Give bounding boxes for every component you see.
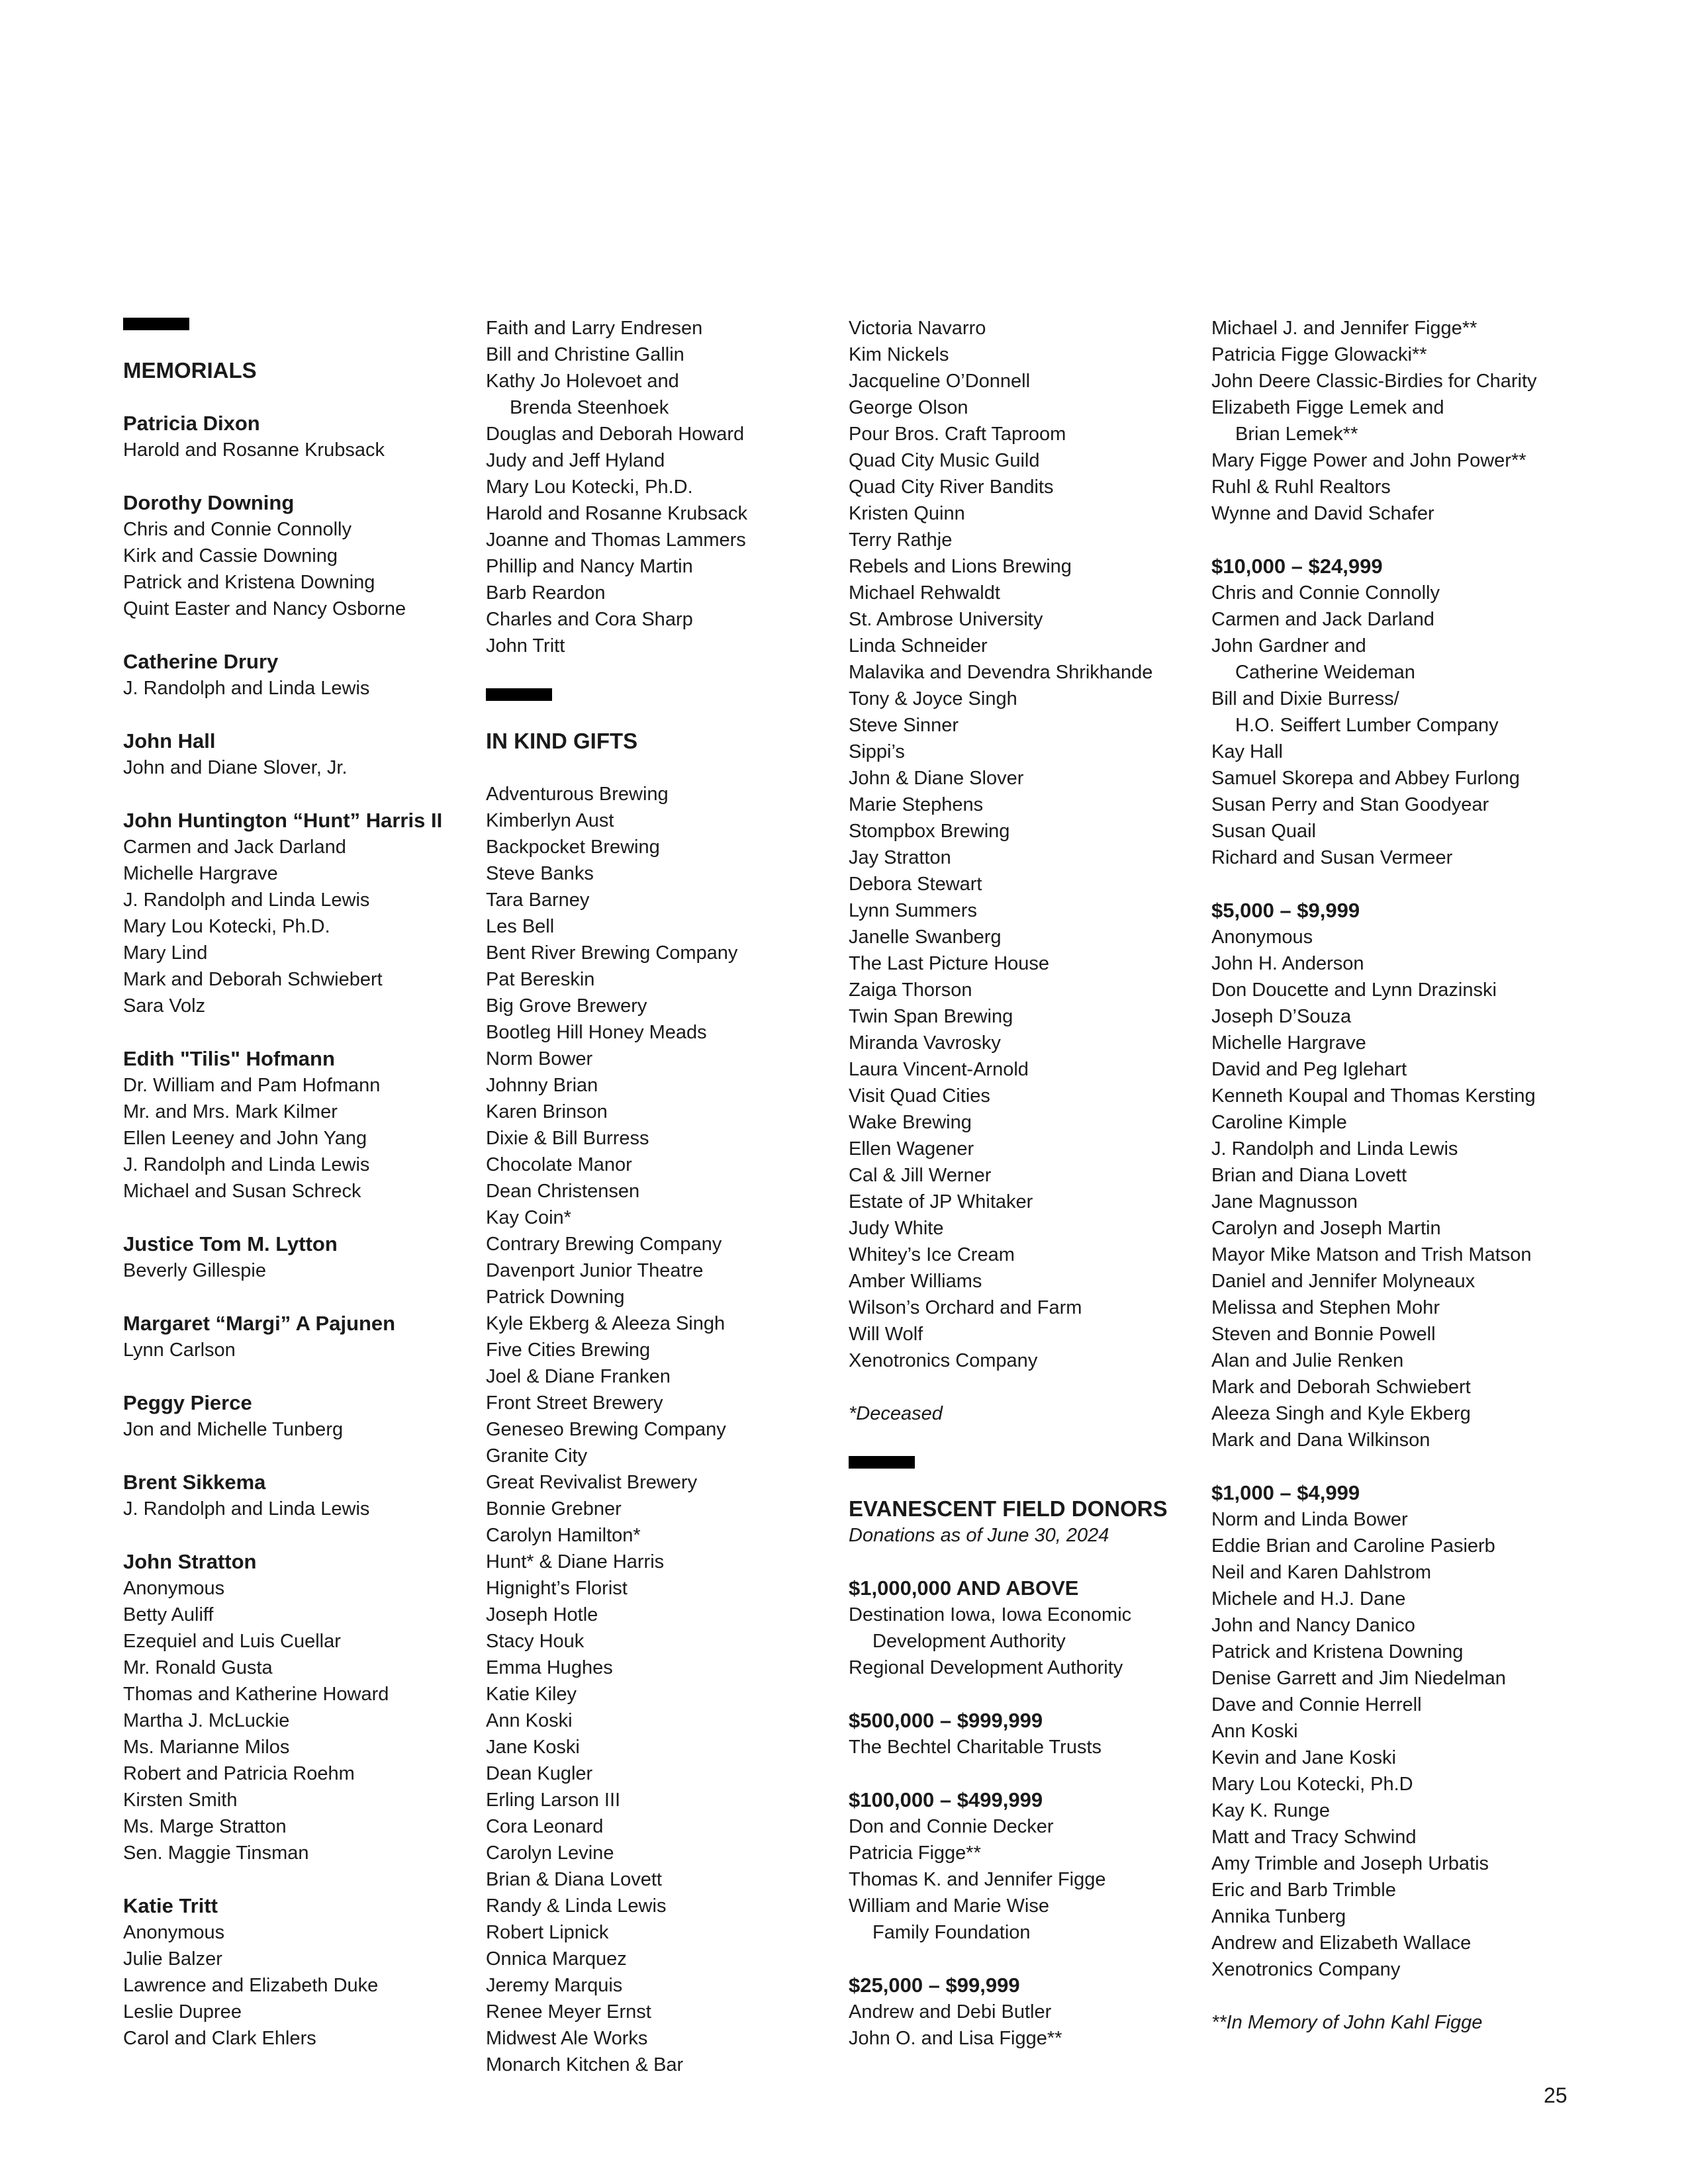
- list-item: Beverly Gillespie: [123, 1260, 266, 1281]
- list-item: Victoria Navarro: [849, 318, 986, 339]
- list-item: Kathy Jo Holevoet and: [486, 371, 679, 392]
- list-item: Tara Barney: [486, 889, 590, 911]
- list-item: Charles and Cora Sharp: [486, 609, 693, 630]
- list-item: Kirk and Cassie Downing: [123, 545, 338, 567]
- list-item: Renee Meyer Ernst: [486, 2001, 651, 2023]
- donor-tiers-column: [1211, 315, 1569, 2036]
- list-item: Quad City River Bandits: [849, 477, 1054, 498]
- group-heading: Katie Tritt: [123, 1894, 218, 1917]
- group-heading: John Hall: [123, 729, 216, 752]
- page-number: 25: [1544, 2083, 1568, 2107]
- list-item: Anonymous: [1211, 927, 1313, 948]
- list-item: Mark and Deborah Schwiebert: [123, 969, 383, 990]
- list-item: Bill and Dixie Burress/: [1211, 688, 1399, 709]
- field-donors-column: [849, 315, 1206, 2052]
- list-item: Daniel and Jennifer Molyneaux: [1211, 1271, 1476, 1292]
- list-item: John and Nancy Danico: [1211, 1615, 1415, 1636]
- list-item: Eddie Brian and Caroline Pasierb: [1211, 1535, 1495, 1557]
- list-item: Jane Magnusson: [1211, 1191, 1358, 1212]
- list-item: Andrew and Elizabeth Wallace: [1211, 1933, 1472, 1954]
- memory-note: **In Memory of John Kahl Figge: [1211, 2012, 1483, 2033]
- list-item: Lynn Carlson: [123, 1340, 236, 1361]
- list-item: Robert and Patricia Roehm: [123, 1763, 355, 1784]
- list-item: Ruhl & Ruhl Realtors: [1211, 477, 1391, 498]
- list-item: Patrick Downing: [486, 1287, 625, 1308]
- list-item: Ezequiel and Luis Cuellar: [123, 1631, 341, 1652]
- list-item: Judy and Jeff Hyland: [486, 450, 665, 471]
- list-item: Pour Bros. Craft Taproom: [849, 424, 1066, 445]
- list-item: Les Bell: [486, 916, 555, 937]
- spacer: [849, 1946, 1206, 1972]
- list-item: Ellen Leeney and John Yang: [123, 1128, 367, 1149]
- list-item: Martha J. McLuckie: [123, 1710, 290, 1731]
- list-item: Stacy Houk: [486, 1631, 585, 1652]
- list-item: Patricia Figge Glowacki**: [1211, 344, 1427, 365]
- spacer: [123, 702, 481, 728]
- list-item: Backpocket Brewing: [486, 837, 660, 858]
- list-item: Patrick and Kristena Downing: [1211, 1641, 1464, 1662]
- spacer: [123, 622, 481, 649]
- list-item: Lawrence and Elizabeth Duke: [123, 1975, 379, 1996]
- list-item: Denise Garrett and Jim Niedelman: [1211, 1668, 1506, 1689]
- spacer: [849, 1427, 1206, 1453]
- list-item: Visit Quad Cities: [849, 1085, 990, 1107]
- list-item: Samuel Skorepa and Abbey Furlong: [1211, 768, 1520, 789]
- list-item: Jacqueline O’Donnell: [849, 371, 1031, 392]
- list-item: Michael J. and Jennifer Figge**: [1211, 318, 1477, 339]
- list-item: Aleeza Singh and Kyle Ekberg: [1211, 1403, 1471, 1424]
- section-title: IN KIND GIFTS: [486, 729, 638, 753]
- group-heading: Margaret “Margi” A Pajunen: [123, 1312, 396, 1335]
- list-item: Great Revivalist Brewery: [486, 1472, 698, 1493]
- list-item: Patricia Figge**: [849, 1843, 981, 1864]
- list-item: Chris and Connie Connolly: [1211, 582, 1440, 604]
- list-item: Carmen and Jack Darland: [123, 837, 346, 858]
- list-item: Malavika and Devendra Shrikhande: [849, 662, 1153, 683]
- list-item: Barb Reardon: [486, 582, 606, 604]
- section-title: EVANESCENT FIELD DONORS: [849, 1496, 1168, 1521]
- list-item: Erling Larson III: [486, 1790, 621, 1811]
- list-item: Mary Lou Kotecki, Ph.D: [1211, 1774, 1413, 1795]
- group-heading: $1,000,000 AND ABOVE: [849, 1576, 1079, 1600]
- list-item: Richard and Susan Vermeer: [1211, 847, 1453, 868]
- list-item: Kim Nickels: [849, 344, 949, 365]
- list-item: Randy & Linda Lewis: [486, 1895, 667, 1917]
- list-item: Emma Hughes: [486, 1657, 613, 1678]
- list-item: Five Cities Brewing: [486, 1340, 651, 1361]
- list-item: Bent River Brewing Company: [486, 942, 738, 964]
- spacer: [849, 1681, 1206, 1707]
- list-item: Jane Koski: [486, 1737, 580, 1758]
- list-item: Amy Trimble and Joseph Urbatis: [1211, 1853, 1489, 1874]
- list-item: Brian and Diana Lovett: [1211, 1165, 1407, 1186]
- list-item: Patrick and Kristena Downing: [123, 572, 375, 593]
- list-item: H.O. Seiffert Lumber Company: [1235, 715, 1499, 736]
- spacer: [849, 1760, 1206, 1787]
- list-item: Faith and Larry Endresen: [486, 318, 703, 339]
- list-item: Destination Iowa, Iowa Economic: [849, 1604, 1132, 1625]
- list-item: Ellen Wagener: [849, 1138, 974, 1160]
- list-item: Monarch Kitchen & Bar: [486, 2054, 684, 2075]
- list-item: The Last Picture House: [849, 953, 1050, 974]
- spacer: [1211, 871, 1569, 897]
- list-item: Michele and H.J. Dane: [1211, 1588, 1406, 1610]
- list-item: Lynn Summers: [849, 900, 977, 921]
- list-item: Cal & Jill Werner: [849, 1165, 992, 1186]
- list-item: Debora Stewart: [849, 874, 982, 895]
- list-item: Brenda Steenhoek: [510, 397, 669, 418]
- list-item: Neil and Karen Dahlstrom: [1211, 1562, 1432, 1583]
- list-item: Mr. and Mrs. Mark Kilmer: [123, 1101, 338, 1122]
- list-item: Steve Banks: [486, 863, 594, 884]
- list-item: Mary Lind: [123, 942, 208, 964]
- list-item: John H. Anderson: [1211, 953, 1364, 974]
- list-item: J. Randolph and Linda Lewis: [123, 889, 370, 911]
- spacer: [849, 1374, 1206, 1400]
- list-item: Brian & Diana Lovett: [486, 1869, 662, 1890]
- list-item: Norm Bower: [486, 1048, 593, 1069]
- list-item: Contrary Brewing Company: [486, 1234, 722, 1255]
- list-item: Judy White: [849, 1218, 944, 1239]
- list-item: Susan Quail: [1211, 821, 1316, 842]
- list-item: Kirsten Smith: [123, 1790, 238, 1811]
- list-item: Ms. Marianne Milos: [123, 1737, 290, 1758]
- list-item: Douglas and Deborah Howard: [486, 424, 745, 445]
- group-heading: John Stratton: [123, 1550, 257, 1573]
- spacer: [123, 384, 481, 410]
- list-item: Steve Sinner: [849, 715, 959, 736]
- list-item: George Olson: [849, 397, 968, 418]
- list-item: David and Peg Iglehart: [1211, 1059, 1407, 1080]
- list-item: Michelle Hargrave: [123, 863, 278, 884]
- list-item: Carolyn and Joseph Martin: [1211, 1218, 1441, 1239]
- list-item: Thomas K. and Jennifer Figge: [849, 1869, 1106, 1890]
- list-item: Kyle Ekberg & Aleeza Singh: [486, 1313, 726, 1334]
- list-item: Alan and Julie Renken: [1211, 1350, 1404, 1371]
- list-item: Michael Rehwaldt: [849, 582, 1000, 604]
- spacer: [123, 463, 481, 490]
- list-item: Robert Lipnick: [486, 1922, 609, 1943]
- list-item: Don Doucette and Lynn Drazinski: [1211, 979, 1497, 1001]
- list-item: Development Authority: [872, 1631, 1066, 1652]
- list-item: Mr. Ronald Gusta: [123, 1657, 273, 1678]
- group-heading: Brent Sikkema: [123, 1471, 266, 1494]
- list-item: Sippi’s: [849, 741, 905, 762]
- spacer: [123, 1019, 481, 1046]
- list-item: Michael and Susan Schreck: [123, 1181, 361, 1202]
- list-item: Chris and Connie Connolly: [123, 519, 352, 540]
- list-item: Onnica Marquez: [486, 1948, 627, 1970]
- group-heading: Dorothy Downing: [123, 491, 295, 514]
- spacer: [123, 1522, 481, 1549]
- list-item: Bill and Christine Gallin: [486, 344, 684, 365]
- list-item: Regional Development Authority: [849, 1657, 1123, 1678]
- list-item: Carol and Clark Ehlers: [123, 2028, 316, 2049]
- list-item: Hunt* & Diane Harris: [486, 1551, 665, 1572]
- list-item: Joseph Hotle: [486, 1604, 598, 1625]
- list-item: Annika Tunberg: [1211, 1906, 1346, 1927]
- list-item: Kay Hall: [1211, 741, 1283, 762]
- list-item: Ann Koski: [486, 1710, 573, 1731]
- list-item: Brian Lemek**: [1235, 424, 1358, 445]
- list-item: Stompbox Brewing: [849, 821, 1010, 842]
- list-item: The Bechtel Charitable Trusts: [849, 1737, 1102, 1758]
- list-item: Dixie & Bill Burress: [486, 1128, 649, 1149]
- list-item: Laura Vincent-Arnold: [849, 1059, 1029, 1080]
- spacer: [1211, 527, 1569, 553]
- list-item: Bonnie Grebner: [486, 1498, 622, 1520]
- list-item: Big Grove Brewery: [486, 995, 647, 1017]
- list-item: Susan Perry and Stan Goodyear: [1211, 794, 1489, 815]
- list-item: Cora Leonard: [486, 1816, 604, 1837]
- list-item: Sen. Maggie Tinsman: [123, 1843, 309, 1864]
- list-item: Carolyn Hamilton*: [486, 1525, 641, 1546]
- list-item: Michelle Hargrave: [1211, 1032, 1366, 1054]
- list-item: Amber Williams: [849, 1271, 982, 1292]
- list-item: Kristen Quinn: [849, 503, 965, 524]
- list-item: Hignight’s Florist: [486, 1578, 628, 1599]
- list-item: Anonymous: [123, 1922, 225, 1943]
- list-item: Mayor Mike Matson and Trish Matson: [1211, 1244, 1532, 1265]
- list-item: Ann Koski: [1211, 1721, 1298, 1742]
- group-heading: John Huntington “Hunt” Harris II: [123, 809, 443, 832]
- list-item: Midwest Ale Works: [486, 2028, 648, 2049]
- list-item: Eric and Barb Trimble: [1211, 1880, 1396, 1901]
- section-divider: [486, 688, 552, 701]
- group-heading: $500,000 – $999,999: [849, 1709, 1043, 1732]
- list-item: Carmen and Jack Darland: [1211, 609, 1434, 630]
- spacer: [1211, 1453, 1569, 1480]
- list-item: John Tritt: [486, 635, 565, 657]
- list-item: Miranda Vavrosky: [849, 1032, 1001, 1054]
- group-heading: Patricia Dixon: [123, 412, 260, 435]
- group-heading: Peggy Pierce: [123, 1391, 252, 1414]
- list-item: Kevin and Jane Koski: [1211, 1747, 1396, 1768]
- spacer: [123, 1443, 481, 1469]
- list-item: Xenotronics Company: [1211, 1959, 1401, 1980]
- list-item: Anonymous: [123, 1578, 225, 1599]
- list-item: Julie Balzer: [123, 1948, 222, 1970]
- group-heading: $10,000 – $24,999: [1211, 555, 1383, 578]
- list-item: Karen Brinson: [486, 1101, 608, 1122]
- spacer: [123, 1284, 481, 1310]
- spacer: [123, 781, 481, 807]
- list-item: Wynne and David Schafer: [1211, 503, 1434, 524]
- group-heading: $100,000 – $499,999: [849, 1788, 1043, 1811]
- list-item: Sara Volz: [123, 995, 206, 1017]
- list-item: Carolyn Levine: [486, 1843, 614, 1864]
- section-subtitle: Donations as of June 30, 2024: [849, 1525, 1109, 1546]
- list-item: Rebels and Lions Brewing: [849, 556, 1072, 577]
- list-item: J. Randolph and Linda Lewis: [123, 678, 370, 699]
- list-item: John O. and Lisa Figge**: [849, 2028, 1062, 2049]
- in-kind-gifts-column: [486, 315, 843, 2078]
- list-item: Dr. William and Pam Hofmann: [123, 1075, 381, 1096]
- list-item: J. Randolph and Linda Lewis: [123, 1154, 370, 1175]
- list-item: Jon and Michelle Tunberg: [123, 1419, 344, 1440]
- list-item: Katie Kiley: [486, 1684, 577, 1705]
- list-item: Kay Coin*: [486, 1207, 571, 1228]
- list-item: J. Randolph and Linda Lewis: [123, 1498, 370, 1520]
- list-item: Marie Stephens: [849, 794, 984, 815]
- list-item: Kenneth Koupal and Thomas Kersting: [1211, 1085, 1536, 1107]
- list-item: Chocolate Manor: [486, 1154, 632, 1175]
- list-item: Xenotronics Company: [849, 1350, 1038, 1371]
- list-item: Tony & Joyce Singh: [849, 688, 1017, 709]
- list-item: Melissa and Stephen Mohr: [1211, 1297, 1440, 1318]
- list-item: Joseph D’Souza: [1211, 1006, 1352, 1027]
- list-item: Twin Span Brewing: [849, 1006, 1013, 1027]
- list-item: Steven and Bonnie Powell: [1211, 1324, 1436, 1345]
- list-item: Jay Stratton: [849, 847, 951, 868]
- list-item: Wilson’s Orchard and Farm: [849, 1297, 1082, 1318]
- spacer: [123, 1205, 481, 1231]
- list-item: Bootleg Hill Honey Meads: [486, 1022, 707, 1043]
- list-item: Zaiga Thorson: [849, 979, 972, 1001]
- list-item: Wake Brewing: [849, 1112, 972, 1133]
- section-divider: [123, 318, 189, 330]
- list-item: John Deere Classic-Birdies for Charity: [1211, 371, 1537, 392]
- section-divider: [849, 1456, 915, 1469]
- spacer: [849, 1549, 1206, 1575]
- list-item: Harold and Rosanne Krubsack: [123, 439, 385, 461]
- list-item: Mark and Dana Wilkinson: [1211, 1430, 1430, 1451]
- list-item: Joel & Diane Franken: [486, 1366, 671, 1387]
- list-item: Betty Auliff: [123, 1604, 214, 1625]
- section-title: MEMORIALS: [123, 358, 257, 383]
- list-item: John Gardner and: [1211, 635, 1366, 657]
- list-item: Andrew and Debi Butler: [849, 2001, 1052, 2023]
- list-item: Caroline Kimple: [1211, 1112, 1347, 1133]
- group-heading: Catherine Drury: [123, 650, 279, 673]
- group-heading: $5,000 – $9,999: [1211, 899, 1360, 922]
- group-heading: Justice Tom M. Lytton: [123, 1232, 338, 1255]
- list-item: Mark and Deborah Schwiebert: [1211, 1377, 1471, 1398]
- list-item: Mary Lou Kotecki, Ph.D.: [486, 477, 693, 498]
- memorials-column: [123, 315, 481, 2052]
- list-item: Janelle Swanberg: [849, 927, 1002, 948]
- list-item: Quint Easter and Nancy Osborne: [123, 598, 406, 619]
- list-item: Joanne and Thomas Lammers: [486, 529, 746, 551]
- list-item: Dean Christensen: [486, 1181, 640, 1202]
- list-item: Dave and Connie Herrell: [1211, 1694, 1422, 1715]
- spacer: [1211, 1983, 1569, 2009]
- group-heading: $25,000 – $99,999: [849, 1974, 1020, 1997]
- group-heading: $1,000 – $4,999: [1211, 1481, 1360, 1504]
- list-item: Pat Bereskin: [486, 969, 595, 990]
- deceased-note: *Deceased: [849, 1403, 943, 1424]
- list-item: Don and Connie Decker: [849, 1816, 1054, 1837]
- list-item: Terry Rathje: [849, 529, 953, 551]
- list-item: Estate of JP Whitaker: [849, 1191, 1033, 1212]
- list-item: Kimberlyn Aust: [486, 810, 614, 831]
- list-item: Adventurous Brewing: [486, 784, 669, 805]
- list-item: Will Wolf: [849, 1324, 923, 1345]
- list-item: Ms. Marge Stratton: [123, 1816, 287, 1837]
- list-item: Norm and Linda Bower: [1211, 1509, 1408, 1530]
- list-item: Thomas and Katherine Howard: [123, 1684, 389, 1705]
- spacer: [486, 754, 843, 781]
- group-heading: Edith "Tilis" Hofmann: [123, 1047, 335, 1070]
- list-item: St. Ambrose University: [849, 609, 1043, 630]
- list-item: Mary Figge Power and John Power**: [1211, 450, 1526, 471]
- list-item: Davenport Junior Theatre: [486, 1260, 704, 1281]
- list-item: Front Street Brewery: [486, 1392, 663, 1414]
- list-item: Family Foundation: [872, 1922, 1031, 1943]
- list-item: Leslie Dupree: [123, 2001, 242, 2023]
- spacer: [123, 1363, 481, 1390]
- spacer: [486, 659, 843, 686]
- list-item: Elizabeth Figge Lemek and: [1211, 397, 1444, 418]
- list-item: Linda Schneider: [849, 635, 988, 657]
- list-item: Matt and Tracy Schwind: [1211, 1827, 1417, 1848]
- list-item: Jeremy Marquis: [486, 1975, 623, 1996]
- list-item: Harold and Rosanne Krubsack: [486, 503, 747, 524]
- spacer: [123, 1866, 481, 1893]
- list-item: Catherine Weideman: [1235, 662, 1415, 683]
- list-item: Johnny Brian: [486, 1075, 598, 1096]
- list-item: Dean Kugler: [486, 1763, 593, 1784]
- list-item: Geneseo Brewing Company: [486, 1419, 726, 1440]
- list-item: J. Randolph and Linda Lewis: [1211, 1138, 1458, 1160]
- list-item: Whitey’s Ice Cream: [849, 1244, 1015, 1265]
- list-item: Kay K. Runge: [1211, 1800, 1330, 1821]
- list-item: Quad City Music Guild: [849, 450, 1040, 471]
- list-item: Phillip and Nancy Martin: [486, 556, 693, 577]
- list-item: John & Diane Slover: [849, 768, 1024, 789]
- list-item: William and Marie Wise: [849, 1895, 1049, 1917]
- list-item: John and Diane Slover, Jr.: [123, 757, 348, 778]
- list-item: Granite City: [486, 1445, 588, 1467]
- list-item: Mary Lou Kotecki, Ph.D.: [123, 916, 330, 937]
